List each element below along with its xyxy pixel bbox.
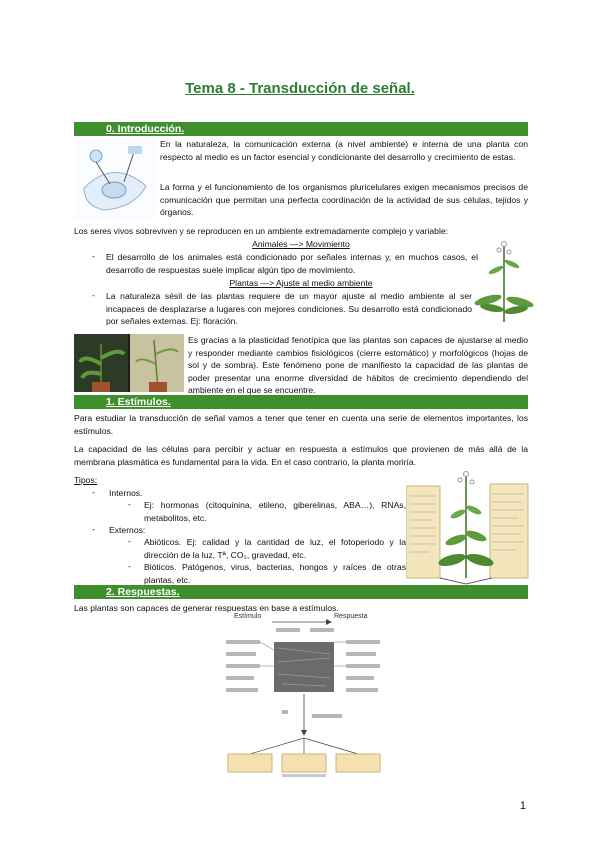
- bullet-dash: -: [92, 487, 95, 497]
- bullet-dash: -: [128, 561, 131, 571]
- intro-paragraph-1: En la naturaleza, la comunicación externa (a nivel ambiente) e interna de una planta con respecto al medio es un factor esencial y condicionante del desarrollo y crecimiento de estas.: [160, 139, 528, 162]
- section-header-estimulos: 1. Estímulos.: [74, 395, 528, 409]
- tipos-heading: Tipos:: [74, 475, 98, 485]
- animales-text: El desarrollo de los animales está condicionado por señales internas y, en muchos casos, el desarrollo de respuestas suele implicar algún tipo de movimiento.: [106, 252, 478, 275]
- externos-item: Externos:: [109, 525, 146, 535]
- estimulos-paragraph-2: La capacidad de las células para percibir y actuar en respuesta a estímulos que provienen de más allá de la membrana plasmática es fundamental para la vida. En el caso contrario, la planta moriría.: [74, 444, 528, 467]
- bullet-dash: -: [128, 499, 131, 509]
- figure-label-estimulo: Estímulo: [234, 613, 262, 620]
- intro-paragraph-3: Los seres vivos sobreviven y se reproducen en un ambiente extremadamente complejo y variable:: [74, 226, 449, 236]
- page-number: 1: [519, 800, 526, 812]
- bullet-dash: -: [92, 251, 95, 261]
- abioticos-item: Abióticos. Ej: calidad y la cantidad de luz, el fotoperiodo y la dirección de la luz, Tª, CO₂, gravedad, etc.: [144, 537, 406, 560]
- estimulos-paragraph-1: Para estudiar la transducción de señal vamos a tener que tener en cuenta una serie de elementos importantes, los estímulos.: [74, 413, 528, 436]
- plant-illustration: [474, 238, 534, 324]
- intro-paragraph-2: La forma y el funcionamiento de los organismos pluricelulares exigen mecanismos precisos de comunicación que permitan una perfecta coordinación de la actividad de sus células, tejidos y órganos.: [160, 182, 528, 217]
- section-header-respuestas: 2. Respuestas.: [74, 585, 528, 599]
- plantas-heading: Plantas —> Ajuste al medio ambiente: [229, 278, 373, 288]
- respuestas-paragraph-1: Las plantas son capaces de generar respuestas en base a estímulos.: [74, 603, 339, 613]
- page-title: Tema 8 - Transducción de señal.: [185, 80, 415, 97]
- internos-item: Internos.: [109, 488, 143, 498]
- figure-label-respuesta: Respuesta: [334, 613, 368, 620]
- stimulus-response-figure: [222, 614, 386, 780]
- bullet-dash: -: [92, 290, 95, 300]
- internos-example: Ej: hormonas (citoquinina, etileno, giberelinas, ABA…), RNAs, metabolitos, etc.: [144, 500, 406, 523]
- bullet-dash: -: [92, 524, 95, 534]
- intro-paragraph-4: Es gracias a la plasticidad fenotípica que las plantas son capaces de ajustarse al medio y responder mediante cambios fisiológicos (cierre estomático) y morfológicos (hojas de sol y de sombra). Este fenómeno pone de manifiesto la capacidad de las plantas de poder presentar una enorme diversidad de hábitos de crecimiento dependiendo del ambiente en el que se encuentre.: [188, 335, 528, 395]
- animales-heading: Animales —> Movimiento: [252, 239, 350, 249]
- bullet-dash: -: [128, 536, 131, 546]
- plants-photo: [74, 334, 184, 392]
- plantas-text: La naturaleza sésil de las plantas requiere de un mayor ajuste al medio ambiente al ser incapaces de desplazarse a lugares con mejores condiciones. Su desarrollo está condicionado por señales externas. Ej: floración.: [106, 291, 472, 326]
- stimuli-figure: [406, 470, 530, 586]
- signal-diagram-image: [74, 138, 156, 220]
- section-header-intro: 0. Introducción.: [74, 122, 528, 136]
- bioticos-item: Bióticos. Patógenos, virus, bacterias, hongos y raíces de otras plantas, etc.: [144, 562, 406, 585]
